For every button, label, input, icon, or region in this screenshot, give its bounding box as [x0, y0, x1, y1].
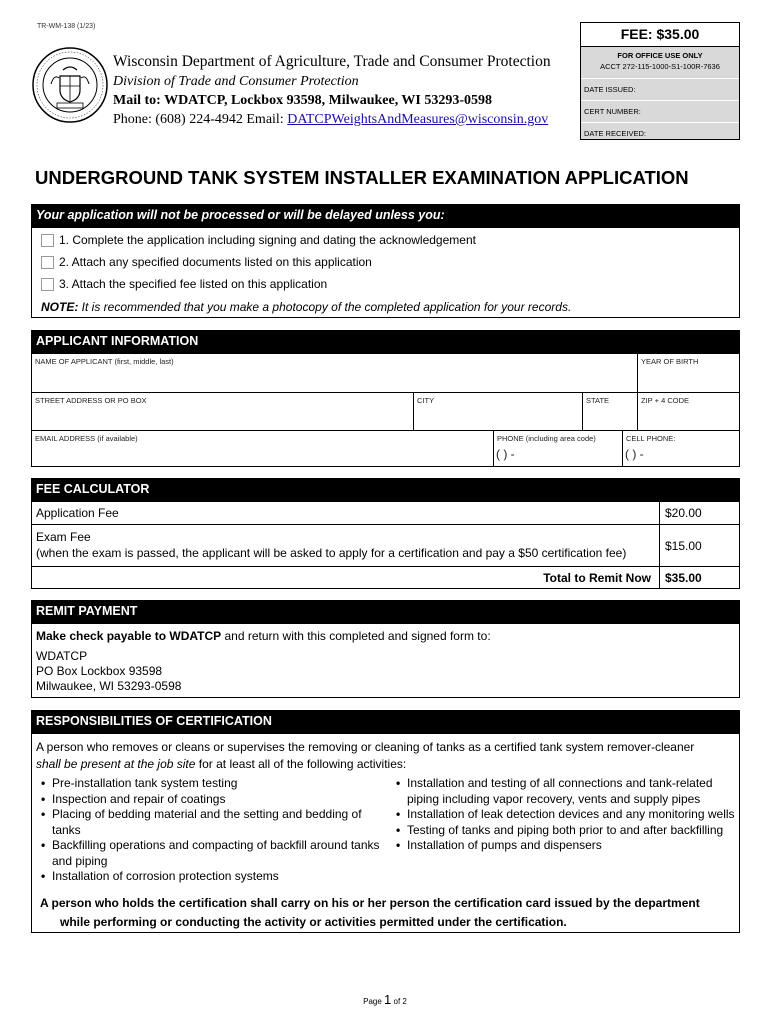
activity-list-left [38, 776, 383, 885]
remit-address-line: WDATCP [36, 649, 88, 663]
exam-fee-label: Exam Fee [36, 530, 91, 544]
state-field[interactable] [583, 393, 638, 431]
responsibilities-intro-rest: for at least all of the following activities: [195, 757, 407, 771]
list-item: • Testing of tanks and piping both prior to and after backfilling [393, 823, 738, 839]
application-fee-label: Application Fee [36, 506, 119, 520]
state-seal-logo [31, 46, 109, 124]
street-field[interactable] [32, 393, 414, 431]
email-label: EMAIL ADDRESS (if available) [35, 434, 138, 443]
birth-year-field[interactable] [638, 354, 739, 393]
page-total: of 2 [391, 997, 407, 1006]
zip-field[interactable] [638, 393, 739, 431]
email-link[interactable]: DATCPWeightsAndMeasures@wisconsin.gov [287, 112, 549, 127]
list-item: • Installation of pumps and dispensers [393, 838, 738, 854]
cell-phone-field[interactable] [623, 431, 739, 466]
page-word: Page [363, 997, 385, 1006]
note-text [41, 300, 571, 314]
intro-section [31, 227, 740, 318]
checklist-item [41, 277, 327, 291]
list-item: • Pre-installation tank system testing [38, 776, 383, 792]
total-label: Total to Remit Now [543, 571, 651, 585]
fee-calculator-header: FEE CALCULATOR [31, 478, 740, 501]
office-use-label: FOR OFFICE USE ONLY [617, 51, 703, 60]
list-item: • Placing of bedding material and the setting and bedding of tanks [38, 807, 383, 838]
date-received-field: DATE RECEIVED: [581, 122, 739, 144]
exam-fee-note: (when the exam is passed, the applicant will be asked to apply for a certification and pay a $50 certification fee) [36, 546, 627, 560]
fee-box [580, 22, 740, 140]
checklist-label: 3. Attach the specified fee listed on this application [59, 277, 328, 291]
applicant-section [31, 353, 740, 467]
page-number: 1 [384, 992, 392, 1007]
phone-mask: ( ) - [496, 447, 515, 461]
remit-instructions [36, 629, 491, 643]
checkbox[interactable] [41, 234, 54, 247]
checkbox[interactable] [41, 256, 54, 269]
list-item: • Installation and testing of all connections and tank-related piping including vapor recovery, vents and supply pipes [393, 776, 738, 807]
cert-number-field: CERT NUMBER: [581, 100, 739, 122]
payable-to: Make check payable to WDATCP [36, 629, 222, 643]
name-field[interactable] [32, 354, 638, 393]
note-label: NOTE: [41, 300, 79, 314]
total-amount: $35.00 [659, 567, 739, 588]
street-label: STREET ADDRESS OR PO BOX [35, 396, 147, 405]
job-site-emphasis: shall be present at the job site [36, 757, 196, 771]
checkbox[interactable] [41, 278, 54, 291]
contact-line [113, 110, 551, 129]
checklist-item [41, 255, 372, 269]
agency-division: Division of Trade and Consumer Protection [113, 74, 359, 89]
note-body: It is recommended that you make a photocopy of the completed application for your records. [78, 300, 572, 314]
cell-phone-label: CELL PHONE: [626, 434, 676, 443]
fee-row [32, 525, 739, 567]
form-id: TR-WM-138 (1/23) [37, 23, 96, 30]
city-label: CITY [417, 396, 435, 405]
state-label: STATE [586, 396, 610, 405]
agency-name: Wisconsin Department of Agriculture, Trade and Consumer Protection [113, 53, 551, 70]
phone-field[interactable] [494, 431, 623, 466]
birth-year-label: YEAR OF BIRTH [641, 357, 699, 366]
application-fee-amount: $20.00 [659, 502, 739, 524]
checklist-label: 1. Complete the application including signing and dating the acknowledgement [59, 233, 476, 247]
cell-phone-mask: ( ) - [625, 447, 644, 461]
remit-address-line: PO Box Lockbox 93598 [36, 664, 163, 678]
phone-label: PHONE (including area code) [497, 434, 596, 443]
list-item: • Installation of corrosion protection systems [38, 869, 383, 885]
checklist-item [41, 233, 476, 247]
list-item: • Installation of leak detection devices and any monitoring wells [393, 807, 738, 823]
responsibilities-section [31, 733, 740, 933]
fee-calculator-table [31, 501, 740, 589]
account-number: ACCT 272-115-1000-S1-100R-7636 [600, 62, 720, 71]
responsibilities-header: RESPONSIBILITIES OF CERTIFICATION [31, 710, 740, 733]
fee-total-row [32, 567, 739, 588]
applicant-header: APPLICANT INFORMATION [31, 330, 740, 353]
exam-fee-amount: $15.00 [659, 525, 739, 566]
closing-line: A person who holds the certification shall carry on his or her person the certification card issued by the department [40, 896, 700, 910]
page-footer [0, 992, 770, 1007]
page-title: UNDERGROUND TANK SYSTEM INSTALLER EXAMINATION APPLICATION [35, 167, 689, 188]
intro-header: Your application will not be processed or will be delayed unless you: [31, 204, 740, 227]
date-issued-field: DATE ISSUED: [581, 78, 739, 100]
fee-row [32, 502, 739, 525]
list-item: • Inspection and repair of coatings [38, 792, 383, 808]
remit-section [31, 623, 740, 698]
remit-header: REMIT PAYMENT [31, 600, 740, 623]
office-use-panel [581, 47, 739, 139]
responsibilities-intro [36, 739, 736, 773]
email-field[interactable] [32, 431, 494, 466]
remit-instructions-rest: and return with this completed and signed form to: [221, 629, 491, 643]
agency-header [113, 52, 551, 129]
closing-line: while performing or conducting the activity or activities permitted under the certification. [60, 915, 567, 929]
responsibilities-intro-line: A person who removes or cleans or supervises the removing or cleaning of tanks as a certified tank system remover-cleaner [36, 740, 695, 754]
mailing-address: Mail to: WDATCP, Lockbox 93598, Milwaukee, WI 53293-0598 [113, 93, 493, 108]
checklist-label: 2. Attach any specified documents listed on this application [59, 255, 372, 269]
fee-amount: FEE: $35.00 [581, 23, 739, 47]
city-field[interactable] [414, 393, 583, 431]
closing-statement [40, 894, 735, 932]
list-item: • Backfilling operations and compacting of backfill around tanks and piping [38, 838, 383, 869]
phone-text: Phone: (608) 224-4942 Email: [113, 112, 288, 127]
zip-label: ZIP + 4 CODE [641, 396, 690, 405]
name-label: NAME OF APPLICANT (first, middle, last) [35, 357, 174, 366]
activity-list-right [393, 776, 738, 854]
remit-address-line: Milwaukee, WI 53293-0598 [36, 679, 182, 693]
